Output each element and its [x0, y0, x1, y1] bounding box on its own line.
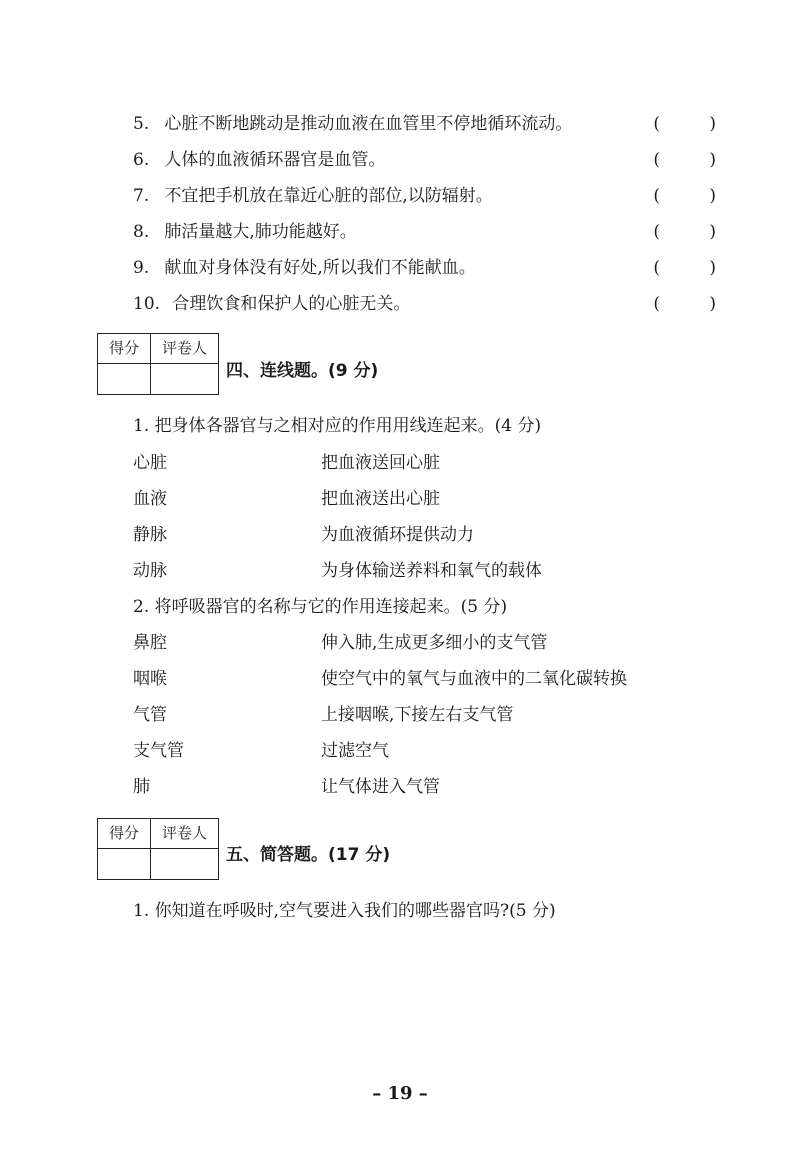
grader-label: 评卷人 — [151, 334, 218, 364]
item-text: 肺活量越大,肺功能越好。 — [164, 222, 357, 242]
match-right-item[interactable]: 把血液送出心脏 — [321, 489, 440, 509]
match-right-item[interactable]: 伸入肺,生成更多细小的支气管 — [321, 633, 548, 653]
match-right-item[interactable]: 为身体输送养料和氧气的载体 — [321, 561, 542, 581]
match-right-item[interactable]: 为血液循环提供动力 — [321, 525, 474, 545]
answer-blank[interactable]: ( ) — [653, 114, 738, 134]
match-left-item[interactable]: 肺 — [133, 777, 150, 797]
match-left-item[interactable]: 支气管 — [133, 741, 184, 761]
item-number: 10. — [133, 294, 161, 314]
answer-blank[interactable]: ( ) — [653, 150, 738, 170]
score-label: 得分 — [98, 819, 151, 849]
grader-input[interactable] — [151, 849, 218, 879]
question-prompt: 1. 把身体各器官与之相对应的作用用线连起来。(4 分) — [133, 416, 542, 436]
judge-item — [133, 109, 738, 139]
match-left-item[interactable]: 血液 — [133, 489, 167, 509]
item-number: 6. — [133, 150, 150, 170]
grader-input[interactable] — [151, 364, 218, 394]
match-right-item[interactable]: 过滤空气 — [321, 741, 389, 761]
judge-item — [133, 181, 738, 211]
page-number: – 19 – — [372, 1083, 428, 1104]
item-number: 9. — [133, 258, 150, 278]
match-right-item[interactable]: 让气体进入气管 — [321, 777, 440, 797]
match-right-item[interactable]: 上接咽喉,下接左右支气管 — [321, 705, 514, 725]
score-input[interactable] — [98, 364, 151, 394]
score-input[interactable] — [98, 849, 151, 879]
answer-blank[interactable]: ( ) — [653, 294, 738, 314]
answer-blank[interactable]: ( ) — [653, 186, 738, 206]
match-left-item[interactable]: 动脉 — [133, 561, 167, 581]
item-text: 人体的血液循环器官是血管。 — [164, 150, 386, 170]
question-prompt: 2. 将呼吸器官的名称与它的作用连接起来。(5 分) — [133, 597, 508, 617]
score-box — [97, 333, 219, 395]
judge-item — [133, 145, 738, 175]
match-left-item[interactable]: 气管 — [133, 705, 167, 725]
match-left-item[interactable]: 静脉 — [133, 525, 167, 545]
match-right-item[interactable]: 使空气中的氧气与血液中的二氧化碳转换 — [321, 669, 627, 689]
item-number: 5. — [133, 114, 150, 134]
judge-item — [133, 253, 738, 283]
judge-item — [133, 217, 738, 247]
item-number: 8. — [133, 222, 150, 242]
item-text: 献血对身体没有好处,所以我们不能献血。 — [164, 258, 476, 278]
grader-label: 评卷人 — [151, 819, 218, 849]
judge-item — [133, 289, 738, 319]
item-text: 合理饮食和保护人的心脏无关。 — [172, 294, 411, 314]
match-left-item[interactable]: 心脏 — [133, 453, 167, 473]
answer-blank[interactable]: ( ) — [653, 258, 738, 278]
section-title: 四、连线题。(9 分) — [226, 361, 379, 381]
answer-area[interactable] — [133, 935, 738, 1065]
match-right-item[interactable]: 把血液送回心脏 — [321, 453, 440, 473]
match-left-item[interactable]: 鼻腔 — [133, 633, 167, 653]
question-prompt: 1. 你知道在呼吸时,空气要进入我们的哪些器官吗?(5 分) — [133, 901, 556, 921]
section-title: 五、简答题。(17 分) — [226, 845, 391, 865]
item-text: 心脏不断地跳动是推动血液在血管里不停地循环流动。 — [164, 114, 573, 134]
score-box — [97, 818, 219, 880]
answer-blank[interactable]: ( ) — [653, 222, 738, 242]
score-label: 得分 — [98, 334, 151, 364]
item-text: 不宜把手机放在靠近心脏的部位,以防辐射。 — [164, 186, 493, 206]
match-left-item[interactable]: 咽喉 — [133, 669, 167, 689]
item-number: 7. — [133, 186, 150, 206]
